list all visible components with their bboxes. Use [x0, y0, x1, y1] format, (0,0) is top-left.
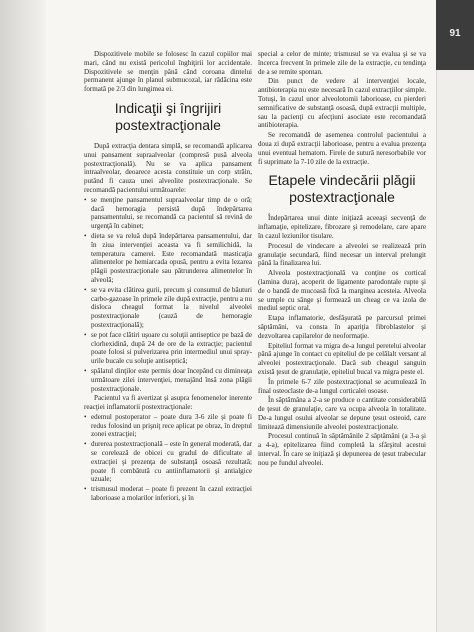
- bullet-list: [84, 413, 252, 503]
- page-number: 91: [449, 28, 461, 39]
- section-heading-healing-stages: Etapele vindecării plăgii postextracţionale: [268, 172, 416, 206]
- paragraph: După extracţia dentara simplă, se recomandă aplicarea unui pansament supraalveolar (compresă pusă alveola postextracţională). Nu se va aplica pansament intraalveolar, deoarece acesta constituie un corp străin, putând fi cauza unei alveolite postextracţionale. Se recomandă pacientului următoarele:: [84, 141, 252, 194]
- list-item: • trismusul moderat – poate fi prezent în cazul extracţiei laborioase a molarilor inferiori, şi în: [84, 485, 252, 503]
- paragraph: Procesul continuă în săptămânile 2 săptămâni (a 3-a şi a 4-a), epitelizarea fiind completă la sfârşitul acestui interval. În care se iniţiază şi depunerea de ţesut trabecular nou pe fundul alveolei.: [258, 432, 426, 467]
- page-shadow-edge: [0, 0, 46, 632]
- paragraph: Pacientul va fi avertizat şi asupra fenomenelor inerente reacţiei inflamatorii postextracţionale:: [84, 394, 252, 412]
- page-number-tab: [436, 0, 474, 70]
- paragraph: Etapa inflamatorie, desfăşurată pe parcursul primei săptămâni, va consta în apariţia fibroblastelor şi dezvoltarea capilarelor de neoformaţie.: [258, 314, 426, 340]
- list-item: • dieta se va reluă după îndepărtarea pansamentului, dar în ziua intervenţiei aceasta va fi semilichidă, la temperatura camerei. Este recomandată masticaţia alimentelor pe hemiarcada opusă, pentru a evita lezarea plăgii postextracţionale sau pătrunderea alimentelor în alveolă;: [84, 232, 252, 285]
- paragraph: Epiteliul format va migra de-a lungul peretelui alveolar până ajunge în contact cu epiteliul de pe celălalt versant al alveolei postextracţionale. Dacă sub cheagul sanguin există ţesut de granulaţie, epiteliul bucal va migra peste el.: [258, 341, 426, 376]
- right-column: [258, 50, 426, 469]
- paragraph: În primele 6-7 zile postextracţional se acumulează în final osteoclaste de-a lungul corticalei osoase.: [258, 377, 426, 395]
- paragraph: special a celor de minte; trismusul se va evalua şi se va încerca frecvent în primele zile de la extracţie, cu tendinţa de a se remite spontan.: [258, 50, 426, 76]
- paragraph: În săptămâna a 2-a se produce o cantitate considerabilă de ţesut de granulaţie, care va ocupa alveola în totalitate. De-a lungul osului alveolar se depune ţesut osteoid, care limitează dimensiunile alveolei postextracţionale.: [258, 396, 426, 431]
- paragraph: Îndepărtarea unui dinte iniţiază aceeaşi secvenţă de inflamaţie, epitelizare, fibrozare şi remodelare, care apare în cazul leziunilor tisulare.: [258, 214, 426, 240]
- bullet-list: [84, 196, 252, 394]
- paragraph: Dispozitivele mobile se folosesc în cazul copiilor mai mari, când nu există pericolul înghiţirii lor accidentale. Dispozitivele se menţin până când coroana dintelui permanent ajunge în planul submucozal, iar rădăcina este formată pe 2/3 din lungimea ei.: [84, 50, 252, 94]
- list-item: • durerea postextracţională – este în general moderată, dar se corelează de obicei cu gradul de dificultate al extracţiei şi prezenţa de substanţă osoasă rezultată; poate fi combătută cu antiinflamatorii şi antialgice uzuale;: [84, 440, 252, 484]
- paragraph: Se recomandă de asemenea controlul pacientului a doua zi după extracţii laborioase, pentru a evalua prezenţa unui eventual hematom. Firele de sutură neresorbabile vor fi suprimate la 7-10 zile de la extracţie.: [258, 131, 426, 166]
- paragraph: Procesul de vindecare a alveolei se realizează prin granulaţie secundară, fiind necesar un interval prelungit până la finalizarea lui.: [258, 241, 426, 268]
- paragraph: Din punct de vedere al intervenţiei locale, antibioterapia nu este necesară în cazul extracţiilor simple. Totuşi, în cazul unor alveolotomii laborioase, cu pierderi semnificative de substanţă osoasă, după extracţii multiple, sau la pacienţi cu afecţiuni asociate este recomandată antibioterapia.: [258, 77, 426, 130]
- list-item: • spălatul dinţilor este permis doar începând cu dimineaţa următoare zilei intervenţiei, menajând însă zona plăgii postextracţionale.: [84, 367, 252, 393]
- list-item: • se pot face clătiri uşoare cu soluţii antiseptice pe bază de clorhexidină, după 24 de ore de la extracţie; pacientul poate folosi si pulverizarea prin intermediul unui spray-urile bucale cu soluţie antiseptică;: [84, 331, 252, 366]
- section-heading-indications: Indicaţii şi îngrijiri postextracţionale: [114, 99, 222, 133]
- left-column: [84, 50, 252, 504]
- list-item: • se menţine pansamentul supraalveolar timp de o oră; dacă hemoragia persistă după îndepărtarea pansamentului, se recomandă ca pacientul să revină de urgenţă în cabinet;: [84, 196, 252, 231]
- paragraph: Alveola postextracţională va conţine os cortical (lamina dura), acoperit de ligamente parodontale rupte şi de o bandă de mucoasă fixă la marginea acesteia. Alveola se umple cu sânge şi formează un cheag ce va izola de mediul septic oral.: [258, 269, 426, 313]
- margin-strip: [436, 70, 474, 632]
- list-item: • edemul postoperator – poate dura 3-6 zile şi poate fi redus folosind un prişniţ rece aplicat pe obraz, în dreptul zonei extracţiei;: [84, 413, 252, 439]
- list-item: • se va evita clătirea gurii, precum şi consumul de băuturi carbo-gazoase în primele zile după extracţie, pentru a nu disloca cheagul format la nivelul alveolei postextracţionale (cauză de hemoragie postextracţională);: [84, 286, 252, 330]
